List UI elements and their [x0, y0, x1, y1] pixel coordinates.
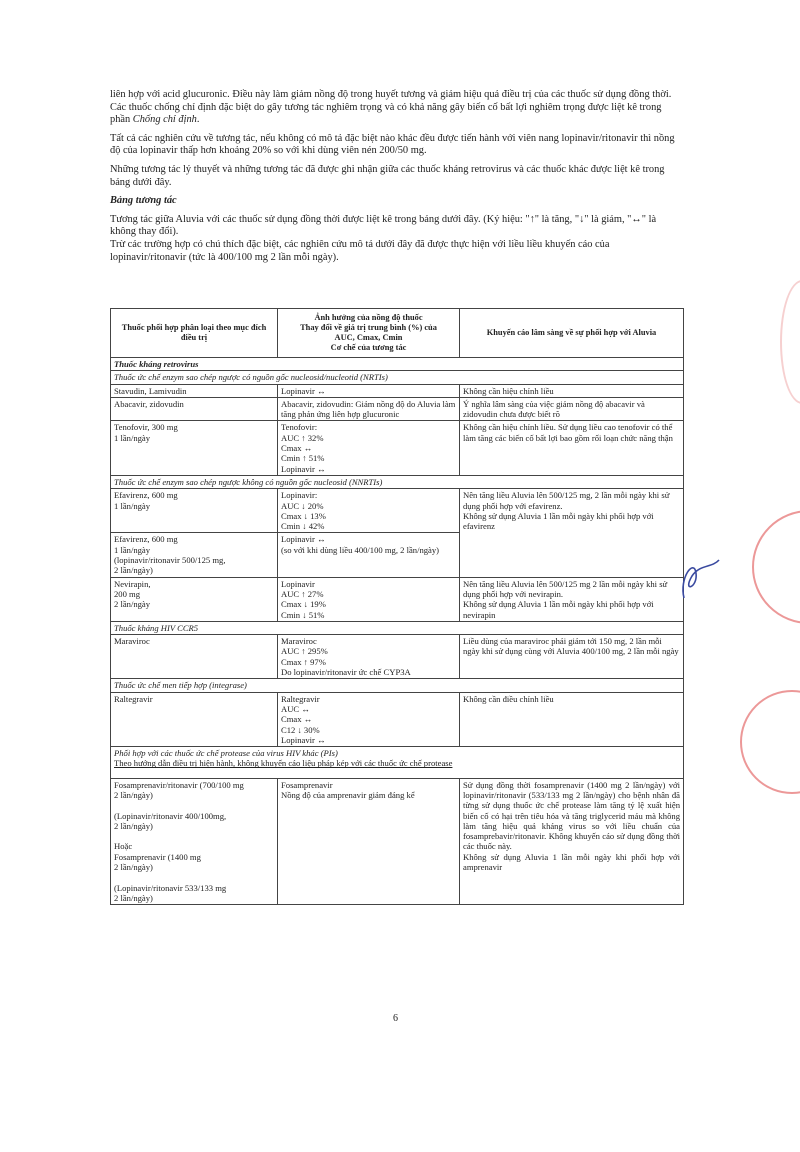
stamp-fragment — [780, 280, 800, 404]
section-row — [111, 679, 684, 692]
cell-line: AUC ↓ 20% — [281, 500, 324, 511]
cell-line: Maraviroc — [114, 636, 150, 647]
cell-line: 1 lần/ngày — [114, 432, 151, 443]
stamp-fragment — [740, 690, 800, 794]
effect-cell — [278, 397, 460, 421]
cell-line: Lopinavir ↔ — [281, 534, 326, 545]
cell-line: Cmin ↑ 51% — [281, 453, 325, 464]
section-row — [111, 358, 684, 371]
cell-line: 2 lần/ngày) — [114, 862, 153, 873]
cell-line — [114, 872, 274, 882]
paragraph-6: Trừ các trường hợp có chú thích đặc biệt, các nghiên cứu mô tả dưới đây đã được thực hiện với liều liều khuyến cáo của lopinavir/ritonavir (tức là 400/100 mg 2 lần mỗi ngày). — [110, 238, 610, 263]
cell-line: Cmax ↔ — [281, 443, 313, 454]
cell-line: 200 mg — [114, 588, 141, 599]
header-recommendation: Khuyến cáo lâm sàng về sự phối hợp với Aluvia — [460, 309, 684, 358]
header-drug: Thuốc phối hợp phân loại theo mục đích điều trị — [111, 309, 278, 358]
cell-line: Cmax ↔ — [281, 714, 313, 725]
effect-cell — [278, 577, 460, 621]
cell-line: Không sử dụng Aluvia 1 lần mỗi ngày khi phối hợp với nevirapin — [463, 599, 654, 620]
body-text — [110, 89, 683, 270]
recommendation-cell — [460, 397, 684, 421]
section-row — [111, 621, 684, 634]
table-row — [111, 421, 684, 475]
cell-line: AUC ↑ 27% — [281, 588, 324, 599]
cell-line: (Lopinavir/ritonavir 400/100mg, — [114, 810, 227, 821]
section-row — [111, 371, 684, 384]
cell-line: Lopinavir ↔ — [281, 463, 326, 474]
cell-line — [114, 800, 274, 810]
cell-line: (so với khi dùng liều 400/100 mg, 2 lần/ngày) — [281, 544, 440, 555]
recommendation-cell — [460, 421, 684, 475]
drug-cell — [111, 397, 278, 421]
drug-cell — [111, 692, 278, 746]
cell-line: Cmin ↓ 42% — [281, 521, 325, 532]
effect-cell — [278, 778, 460, 905]
cell-line: (Lopinavir/ritonavir 533/133 mg — [114, 882, 227, 893]
table-row — [111, 635, 684, 679]
section-row — [111, 747, 684, 779]
section-integrase: Thuốc ức chế men tiếp hợp (integrase) — [111, 679, 684, 692]
cell-line: Không cần điều chỉnh liều — [463, 693, 554, 704]
table-row — [111, 384, 684, 397]
cell-line: 2 lần/ngày — [114, 599, 151, 610]
cell-line: Fosamprenavir — [281, 779, 333, 790]
cell-line: Abacavir, zidovudin — [114, 398, 184, 409]
page-number: 6 — [393, 1013, 398, 1024]
cell-line: 2 lần/ngày) — [114, 820, 153, 831]
cell-line: Nevirapin, — [114, 578, 151, 589]
drug-cell — [111, 489, 278, 533]
table-row — [111, 577, 684, 621]
section-antiretroviral: Thuốc kháng retrovirus — [111, 358, 684, 371]
header-effect-line: AUC, Cmax, Cmin — [334, 333, 403, 342]
contraindication-ref: Chống chỉ định — [132, 114, 197, 126]
paragraph-2-end: . — [196, 114, 200, 126]
cell-line: Sử dụng đồng thời fosamprenavir (1400 mg 2 lần/ngày) với lopinavir/ritonavir (533/133 mg 2 lần/ngày) cho bệnh nhân đã từng sử dụng thuốc ức chế protease làm tăng tỷ lệ xuất hiện biến cố có hại trên tiêu hóa và tăng triglycerid máu mà không làm tăng hiệu quả kháng virus so với liều chuẩn của fosamprebavir/ritonavir. Không khuyến cáo sử dụng đồng thời các thuốc này. — [463, 779, 680, 852]
header-effect-line: Ảnh hưởng của nồng độ thuốc — [314, 313, 423, 322]
section-pi-note: Theo hướng dẫn điều trị hiện hành, không khuyến cáo liệu pháp kép với các thuốc ức chế protease — [114, 758, 453, 769]
table-row — [111, 397, 684, 421]
cell-line: Không sử dụng Aluvia 1 lần mỗi ngày khi phối hợp với efavirenz — [463, 510, 654, 532]
cell-line: AUC ↑ 32% — [281, 432, 324, 443]
cell-line: Không sử dụng Aluvia 1 lần mỗi ngày khi phối hợp với amprenavir — [463, 851, 680, 873]
cell-line: AUC ↔ — [281, 703, 310, 714]
cell-line: Fosamprenavir/ritonavir (700/100 mg — [114, 779, 244, 790]
cell-line: Cmax ↓ 13% — [281, 510, 326, 521]
cell-line: Lopinavir ↔ — [281, 385, 326, 396]
cell-line: AUC ↑ 295% — [281, 646, 328, 657]
cell-line: 2 lần/ngày) — [114, 565, 153, 576]
cell-line: Nồng độ của amprenavir giảm đáng kể — [281, 789, 415, 800]
paragraph-3: Tất cả các nghiên cứu về tương tác, nếu không có mô tả đặc biệt nào khác đều được tiến hành với viên nang lopinavir/ritonavir thì nồng độ của lopinavir thấp hơn khoảng 20% so với khi dùng viên nén 200/50 mg. — [110, 132, 675, 157]
cell-line: 2 lần/ngày) — [114, 789, 153, 800]
section-pi-title: Phối hợp với các thuốc ức chế protease của virus HIV khác (PIs) — [114, 748, 338, 759]
section-heading: Bảng tương tác — [110, 195, 177, 207]
interaction-table — [110, 308, 684, 905]
cell-line: Cmax ↑ 97% — [281, 656, 326, 667]
cell-line: Lopinavir: — [281, 490, 318, 501]
recommendation-cell — [460, 692, 684, 746]
cell-line: 1 lần/ngày — [114, 500, 151, 511]
effect-cell — [278, 635, 460, 679]
header-effect-line: Cơ chế của tương tác — [330, 343, 407, 352]
cell-line: Maraviroc — [281, 636, 317, 647]
cell-line: Abacavir, zidovudin: Giảm nồng độ do Aluvia làm tăng phản ứng liên hợp glucuronic — [281, 398, 456, 420]
cell-line: Lopinavir ↔ — [281, 734, 326, 745]
cell-line: Tenofovir: — [281, 422, 318, 433]
spacer — [114, 769, 680, 777]
cell-line: Cmax ↓ 19% — [281, 599, 326, 610]
cell-line — [114, 831, 274, 841]
cell-line: Efavirenz, 600 mg — [114, 534, 178, 545]
effect-cell — [278, 533, 460, 577]
cell-line: 1 lần/ngày — [114, 544, 151, 555]
recommendation-cell — [460, 778, 684, 905]
cell-line: Fosamprenavir (1400 mg — [114, 851, 201, 862]
stamp-fragment — [752, 510, 800, 624]
cell-line: Lopinavir — [281, 578, 315, 589]
cell-line: Cmin ↓ 51% — [281, 609, 325, 620]
effect-cell — [278, 489, 460, 533]
drug-cell — [111, 635, 278, 679]
signature-mark — [674, 548, 724, 608]
paragraph-2-text: Các thuốc chống chỉ định đặc biệt do gây tương tác nghiêm trọng và có khả năng gây biến cố bất lợi nghiêm trọng được liệt kê trong phần — [110, 101, 662, 126]
cell-line: Nên tăng liều Aluvia lên 500/125 mg, 2 lần mỗi ngày khi sử dụng phối hợp với efavirenz. — [463, 490, 670, 511]
paragraph-2 — [110, 102, 683, 127]
effect-cell — [278, 384, 460, 397]
cell-line: Raltegravir — [281, 693, 320, 704]
recommendation-cell — [460, 635, 684, 679]
cell-line: 2 lần/ngày) — [114, 892, 153, 903]
section-nrti: Thuốc ức chế enzym sao chép ngược có nguồn gốc nucleosid/nucleotid (NRTIs) — [111, 371, 684, 384]
recommendation-cell — [460, 577, 684, 621]
paragraph-1: liên hợp với acid glucuronic. Điều này làm giảm nồng độ trong huyết tương và giảm hiệu quả điều trị của các thuốc sử dụng đồng thời. — [110, 89, 672, 100]
recommendation-cell — [460, 489, 684, 577]
paragraph-4: Những tương tác lý thuyết và những tương tác đã được ghi nhận giữa các thuốc kháng retrovirus và các thuốc khác được liệt kê trong bảng dưới đây. — [110, 163, 665, 188]
section-row — [111, 475, 684, 488]
cell-line: Do lopinavir/ritonavir ức chế CYP3A — [281, 667, 411, 678]
drug-cell — [111, 778, 278, 905]
section-nnrti: Thuốc ức chế enzym sao chép ngược không có nguồn gốc nucleosid (NNRTIs) — [111, 475, 684, 488]
drug-cell — [111, 577, 278, 621]
table-row — [111, 692, 684, 746]
header-effect-line: Thay đổi về giá trị trung bình (%) của — [300, 323, 437, 332]
drug-cell — [111, 533, 278, 577]
section-pi — [111, 747, 684, 779]
header-effect — [278, 309, 460, 358]
section-ccr5: Thuốc kháng HIV CCR5 — [111, 621, 684, 634]
cell-line: Không cần hiệu chỉnh liều — [463, 385, 554, 396]
cell-line: (lopinavir/ritonavir 500/125 mg, — [114, 555, 226, 566]
cell-line: Efavirenz, 600 mg — [114, 490, 178, 501]
cell-line: Tenofovir, 300 mg — [114, 422, 178, 433]
cell-line: Stavudin, Lamivudin — [114, 385, 187, 396]
cell-line: Raltegravir — [114, 693, 153, 704]
cell-line: C12 ↓ 30% — [281, 724, 320, 735]
recommendation-cell — [460, 384, 684, 397]
table-row — [111, 489, 684, 533]
cell-line: Không cần hiệu chỉnh liều. Sử dụng liều cao tenofovir có thể làm tăng các biến cố bất lợi bao gồm rối loạn chức năng thận — [463, 422, 673, 443]
drug-cell — [111, 421, 278, 475]
effect-cell — [278, 421, 460, 475]
cell-line: Hoặc — [114, 841, 133, 852]
drug-cell — [111, 384, 278, 397]
table-header-row — [111, 309, 684, 358]
cell-line: Ý nghĩa lâm sàng của việc giảm nồng độ abacavir và zidovudin chưa được biết rõ — [463, 398, 645, 420]
paragraph-5: Tương tác giữa Aluvia với các thuốc sử dụng đồng thời được liệt kê trong bảng dưới đây. (Ký hiệu: "↑" là tăng, "↓" là giảm, "↔" là không thay đổi). — [110, 213, 657, 238]
cell-line: Liều dùng của maraviroc phải giảm tới 150 mg, 2 lần mỗi ngày khi sử dụng cùng với Aluvia 400/100 mg, 2 lần mỗi ngày — [463, 636, 679, 657]
effect-cell — [278, 692, 460, 746]
cell-line: Nên tăng liều Aluvia lên 500/125 mg 2 lần mỗi ngày khi sử dụng phối hợp với nevirapin. — [463, 578, 668, 599]
table-row — [111, 778, 684, 905]
